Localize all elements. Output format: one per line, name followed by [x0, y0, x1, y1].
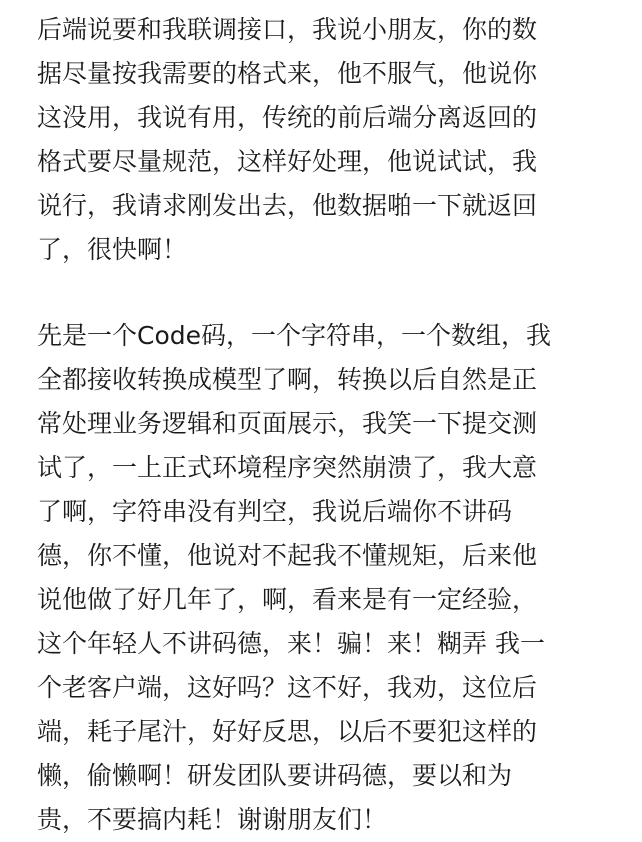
text-line: 据尽量按我需要的格式来，他不服气，他说你: [37, 59, 538, 88]
text-line: 德，你不懂，他说对不起我不懂规矩，后来他: [37, 541, 538, 570]
text-line: 全都接收转换成模型了啊，转换以后自然是正: [37, 365, 538, 394]
paragraph-2: [37, 314, 627, 842]
document-body: [37, 8, 627, 842]
text-line: 常处理业务逻辑和页面展示，我笑一下提交测: [37, 409, 538, 438]
paragraph-spacer: [37, 272, 627, 314]
paragraph-1: [37, 8, 627, 272]
text-line: 说他做了好几年了，啊，看来是有一定经验，: [37, 585, 538, 614]
text-line: 个老客户端，这好吗？这不好，我劝，这位后: [37, 673, 538, 702]
text-line: 后端说要和我联调接口，我说小朋友，你的数: [37, 15, 538, 44]
text-line: 先是一个Code码，一个字符串，一个数组，我: [37, 321, 552, 350]
text-line: 说行，我请求刚发出去，他数据啪一下就返回: [37, 191, 538, 220]
text-line: 这没用，我说有用，传统的前后端分离返回的: [37, 103, 538, 132]
text-line: 懒，偷懒啊！研发团队要讲码德，要以和为: [37, 761, 513, 790]
text-line: 了啊，字符串没有判空，我说后端你不讲码: [37, 497, 513, 526]
text-line: 这个年轻人不讲码德，来！骗！来！糊弄 我一: [37, 629, 545, 658]
text-line: 端，耗子尾汁，好好反思，以后不要犯这样的: [37, 717, 538, 746]
text-line: 了，很快啊！: [37, 235, 188, 264]
text-line: 试了，一上正式环境程序突然崩溃了，我大意: [37, 453, 538, 482]
text-line: 格式要尽量规范，这样好处理，他说试试，我: [37, 147, 538, 176]
text-line: 贵，不要搞内耗！谢谢朋友们！: [37, 805, 388, 834]
